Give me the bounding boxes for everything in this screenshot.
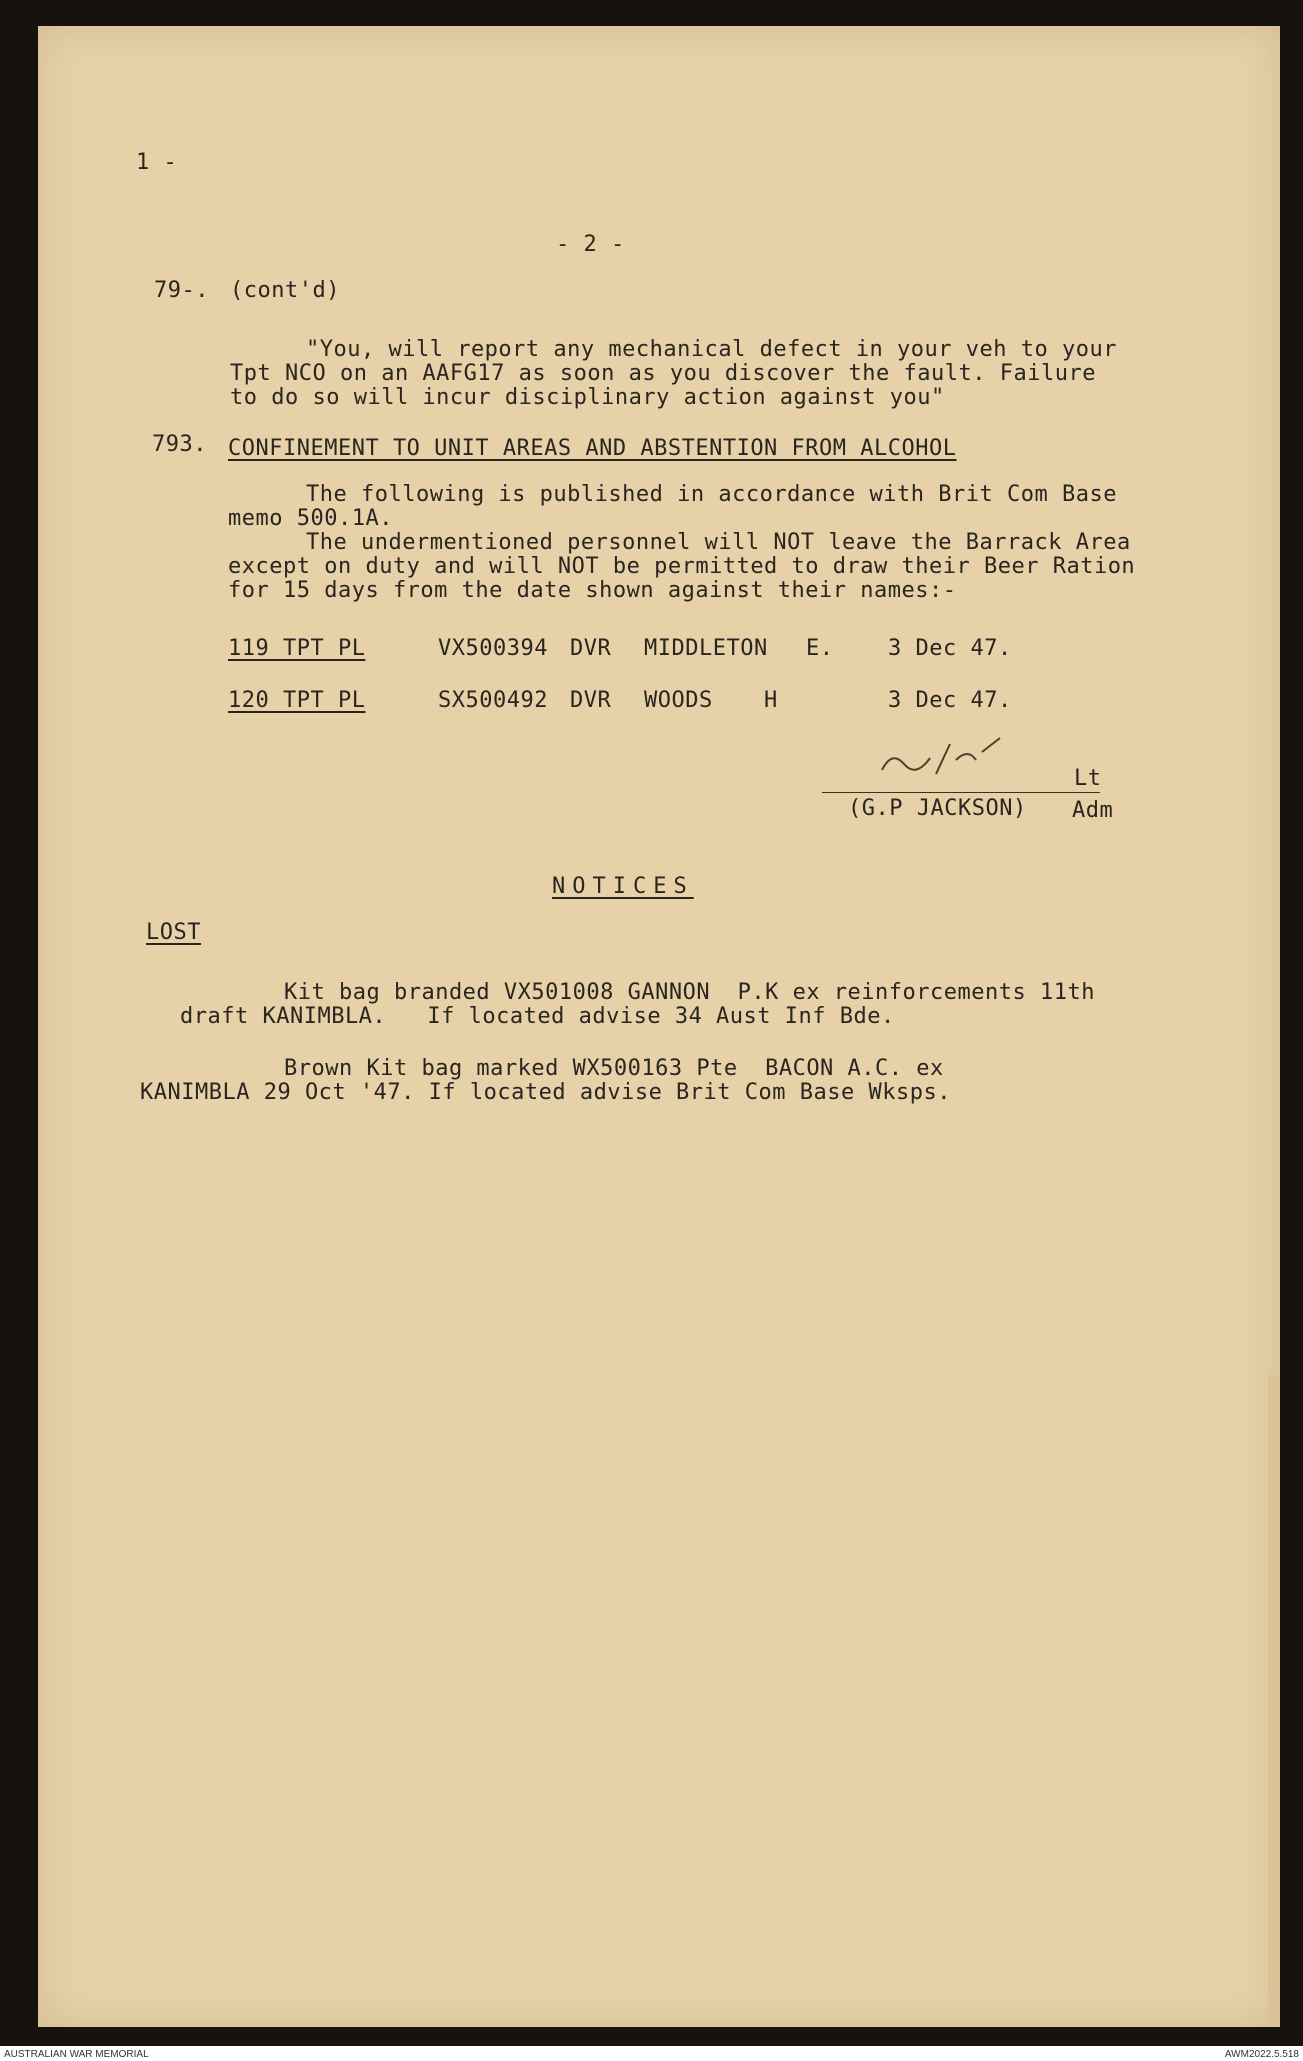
footer-source: AUSTRALIAN WAR MEMORIAL: [4, 2049, 149, 2060]
signature-line: [822, 792, 1100, 793]
item-number-contd: 79-.: [154, 278, 209, 303]
notice-1-line-2: draft KANIMBLA. If located advise 34 Aust Inf Bde.: [180, 1004, 895, 1029]
contd-label: (cont'd): [230, 278, 340, 303]
personnel-name: MIDDLETON: [644, 636, 768, 661]
signature-scribble: [872, 730, 1012, 786]
signature-appointment: Adm: [1072, 798, 1114, 823]
signature-name: (G.P JACKSON): [848, 796, 1027, 821]
personnel-unit: 120 TPT PL: [228, 688, 366, 713]
personnel-service-no: VX500394: [438, 636, 548, 661]
lost-heading: LOST: [146, 920, 201, 945]
page-fold: [1268, 1375, 1280, 2027]
top-mark: 1 -: [136, 150, 178, 175]
notices-heading: NOTICES: [552, 874, 694, 899]
notice-2-line-1: Brown Kit bag marked WX500163 Pte BACON A.C. ex: [284, 1056, 944, 1081]
para-line-3: The undermentioned personnel will NOT leave the Barrack Area: [306, 530, 1131, 555]
item-number-793: 793.: [152, 432, 207, 457]
personnel-date: 3 Dec 47.: [888, 688, 1012, 713]
personnel-rank: DVR: [570, 636, 612, 661]
para-line-4: except on duty and will NOT be permitted to draw their Beer Ration: [228, 554, 1136, 579]
personnel-name: WOODS: [644, 688, 713, 713]
quote-line-3: to do so will incur disciplinary action against you": [230, 385, 945, 410]
notice-2-line-2: KANIMBLA 29 Oct '47. If located advise Brit Com Base Wksps.: [140, 1080, 951, 1105]
personnel-date: 3 Dec 47.: [888, 636, 1012, 661]
personnel-initial: E.: [806, 636, 834, 661]
personnel-service-no: SX500492: [438, 688, 548, 713]
personnel-unit: 119 TPT PL: [228, 636, 366, 661]
personnel-rank: DVR: [570, 688, 612, 713]
quote-line-2: Tpt NCO on an AAFG17 as soon as you discover the fault. Failure: [230, 361, 1096, 386]
para-line-1: The following is published in accordance with Brit Com Base: [306, 482, 1117, 507]
para-line-2: memo 500.1A.: [228, 506, 393, 531]
quote-line-1: "You, will report any mechanical defect in your veh to your: [306, 337, 1117, 362]
section-title: CONFINEMENT TO UNIT AREAS AND ABSTENTION FROM ALCOHOL: [228, 436, 957, 461]
personnel-initial: H: [764, 688, 778, 713]
footer-accession: AWM2022.5.518: [1224, 2049, 1299, 2060]
para-line-5: for 15 days from the date shown against their names:-: [228, 578, 957, 603]
page-number: - 2 -: [556, 232, 625, 257]
signature-rank: Lt: [1074, 766, 1102, 791]
notice-1-line-1: Kit bag branded VX501008 GANNON P.K ex reinforcements 11th: [284, 980, 1095, 1005]
